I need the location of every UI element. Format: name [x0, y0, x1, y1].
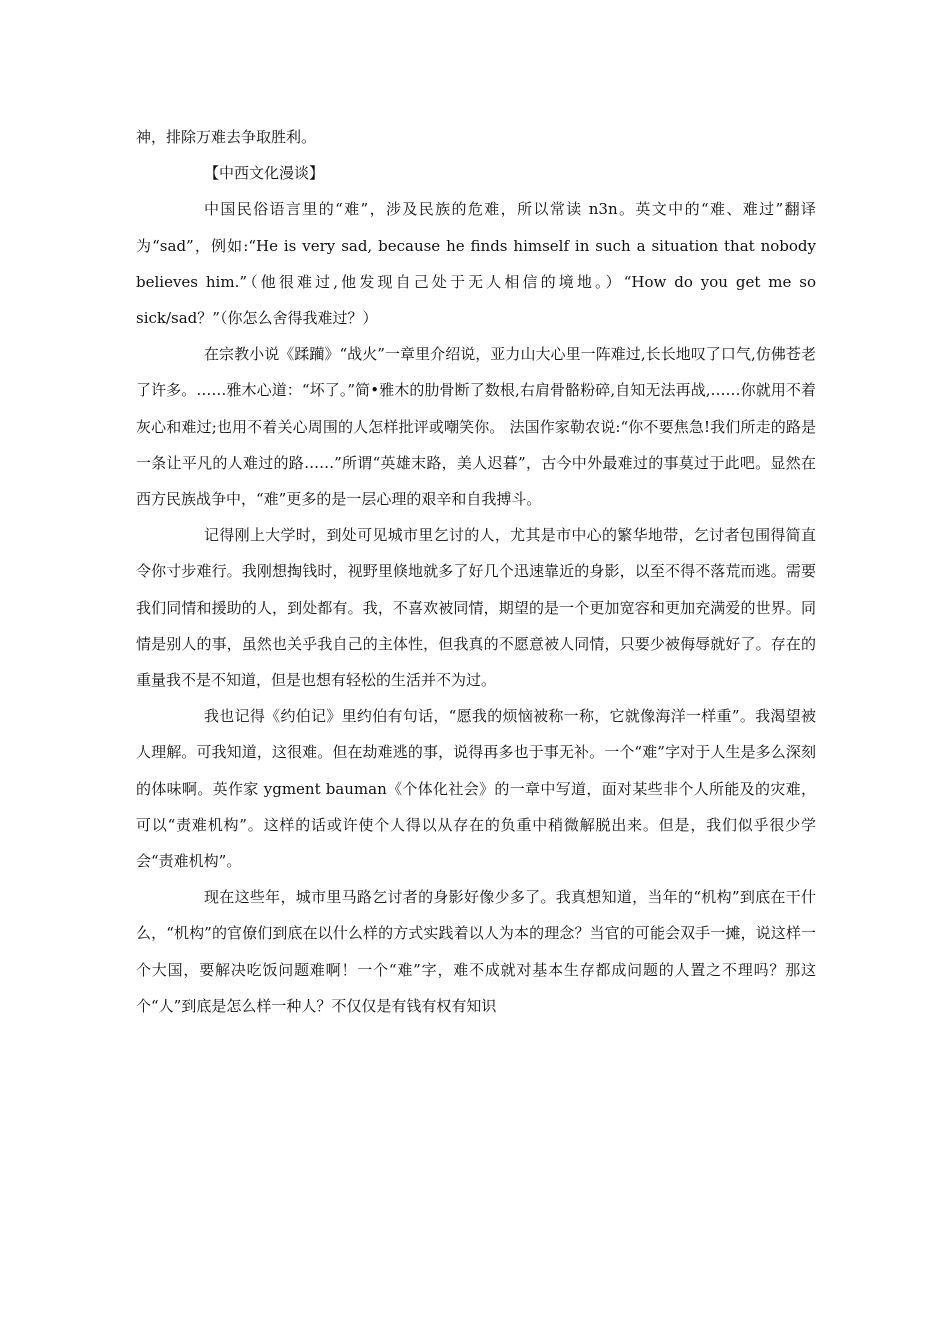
paragraph-institution: 现在这些年，城市里马路乞讨者的身影好像少多了。我真想知道，当年的“机构”到底在干什么，“机构”的官僚们到底在以什么样的方式实践着以人为本的理念？当官的可能会双手一摊，说这样一个大国，要解决吃饭问题难啊！一个“难”字，难不成就对基本生存都成问题的人置之不理吗？那这个“人”到底是怎么样一种人？不仅仅是有钱有权有知识: [136, 888, 816, 1015]
paragraph-continuation: 神，排除万难去争取胜利。: [136, 128, 317, 146]
paragraph-university: 记得刚上大学时，到处可见城市里乞讨的人，尤其是市中心的繁华地带，乞讨者包围得简直令你寸步难行。我刚想掏钱时，视野里倏地就多了好几个迅速靠近的身影，以至不得不落荒而逃。需要我们同情和援助的人，到处都有。我，不喜欢被同情，期望的是一个更加宽容和更加充满爱的世界。同情是别人的事，虽然也关乎我自己的主体性，但我真的不愿意被人同情，只要少被侮辱就好了。存在的重量我不是不知道，但是也想有轻松的生活并不为过。: [136, 526, 816, 690]
paragraph-novel: 在宗教小说《蹂躏》“战火”一章里介绍说，亚力山大心里一阵难过,长长地叹了口气,仿佛苍老了许多。……雅木心道：“坏了。”简•雅木的肋骨断了数根,右肩骨骼粉碎,自知无法再战,……你就用不着灰心和难过;也用不着关心周围的人怎样批评或嘲笑你。 法国作家勒农说:“你不要焦急!我们所走的路是一条让平凡的人难过的路……”所谓“英雄末路，美人迟暮”，古今中外最难过的事莫过于此吧。显然在西方民族战争中，“难”更多的是一层心理的艰辛和自我搏斗。: [136, 345, 816, 509]
paragraph-translation: 中国民俗语言里的“难”，涉及民族的危难，所以常读 n3n。英文中的“难、难过”翻译为“sad”，例如:“He is very sad, because he finds himself in such a situation that nobody believes him.”（他很难过,他发现自己处于无人相信的境地。）“How do you get me so sick/sad？”（你怎么舍得我难过？）: [136, 200, 816, 328]
paragraph-job: 我也记得《约伯记》里约伯有句话，“愿我的烦恼被称一称，它就像海洋一样重”。我渴望被人理解。可我知道，这很难。但在劫难逃的事，说得再多也于事无补。一个“难”字对于人生是多么深刻的体味啊。英作家 ygment bauman《个体化社会》的一章中写道，面对某些非个人所能及的灾难，可以“责难机构”。这样的话或许使个人得以从存在的负重中稍微解脱出来。但是，我们似乎很少学会“责难机构”。: [136, 707, 816, 871]
document-body: [136, 119, 816, 1024]
section-heading: 【中西文化漫谈】: [204, 164, 325, 183]
